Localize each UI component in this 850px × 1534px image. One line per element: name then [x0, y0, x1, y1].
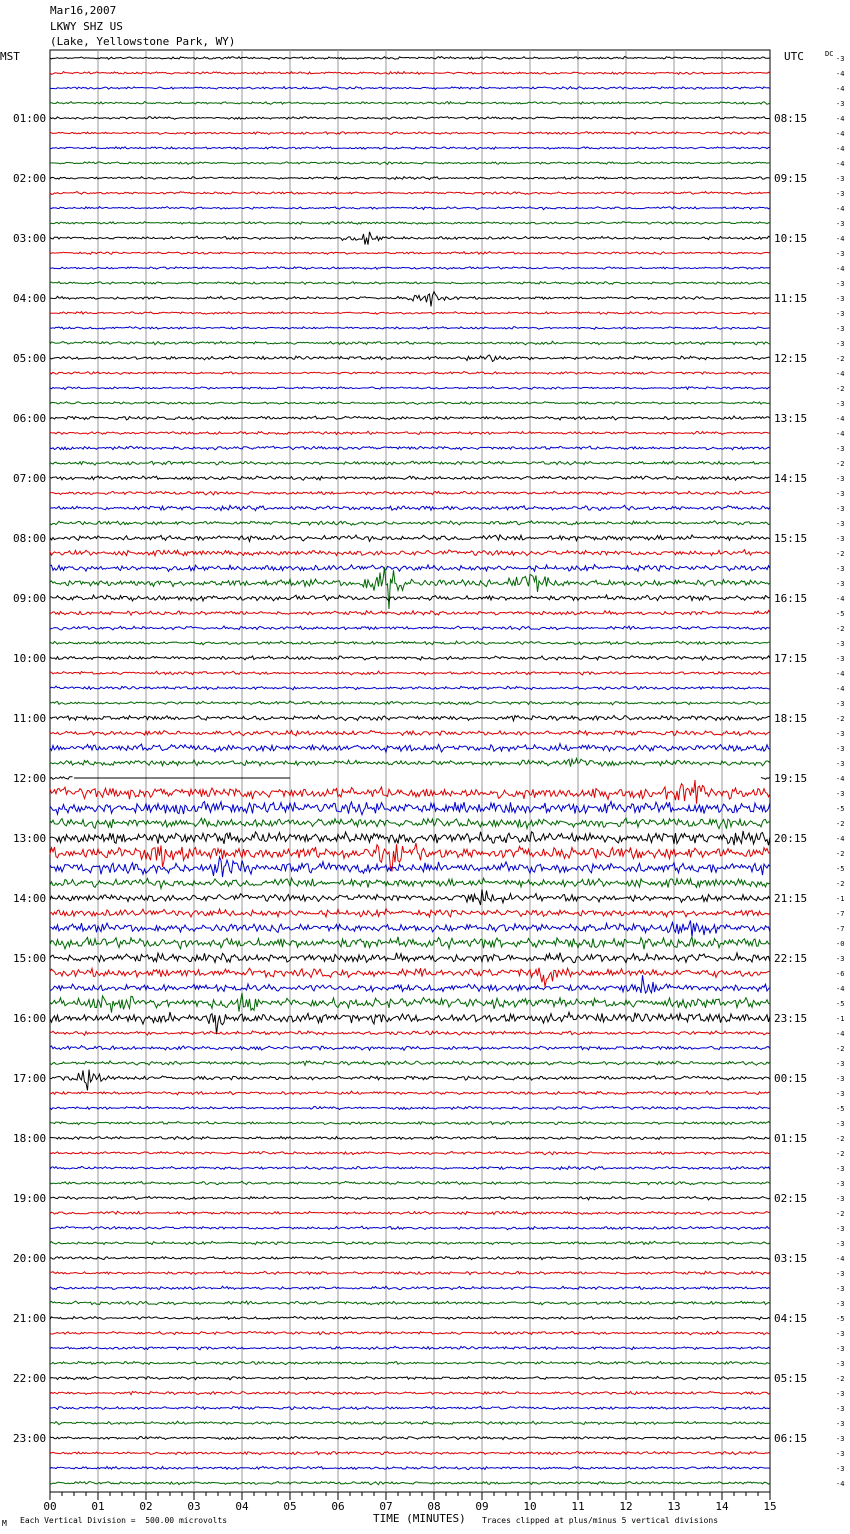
utc-hour-label: 23:15	[774, 1012, 808, 1025]
trace-line	[50, 132, 770, 135]
x-tick-label: 04	[235, 1500, 249, 1513]
dc-offset-label: -0	[836, 940, 845, 948]
dc-offset-label: -3	[836, 295, 845, 303]
mst-hour-label: 19:00	[13, 1192, 47, 1205]
dc-offset-label: -3	[836, 175, 845, 183]
dc-offset-label: -5	[836, 1105, 845, 1113]
trace-line	[50, 57, 770, 60]
dc-offset-label: -4	[836, 1030, 845, 1038]
trace-line	[50, 1392, 770, 1395]
trace-line	[50, 1091, 770, 1095]
trace-line	[50, 402, 770, 405]
dc-offset-label: -3	[836, 190, 845, 198]
trace-line	[50, 521, 770, 526]
trace-line	[50, 341, 770, 345]
utc-hour-label: 17:15	[774, 652, 808, 665]
trace-line	[50, 117, 770, 120]
dc-offset-label: -2	[836, 850, 845, 858]
utc-hour-label: 16:15	[774, 592, 808, 605]
trace-line	[50, 1256, 770, 1259]
dc-offset-label: -3	[836, 100, 845, 108]
dc-offset-label: -3	[836, 250, 845, 258]
trace-line	[50, 416, 770, 420]
dc-offset-label: -2	[836, 880, 845, 888]
trace-line	[50, 1106, 770, 1109]
trace-line	[50, 147, 770, 150]
dc-offset-label: -3	[836, 400, 845, 408]
trace-line	[50, 889, 770, 905]
dc-offset-label: -4	[836, 160, 845, 168]
mst-hour-label: 18:00	[13, 1132, 47, 1145]
dc-offset-label: -3	[836, 580, 845, 588]
x-tick-label: 03	[187, 1500, 201, 1513]
dc-offset-label: -7	[836, 910, 845, 918]
trace-line	[50, 968, 770, 987]
trace-line	[50, 1226, 770, 1230]
x-axis-title: TIME (MINUTES)	[373, 1512, 466, 1525]
dc-offset-label: -3	[836, 565, 845, 573]
trace-line	[50, 744, 770, 753]
trace-line	[50, 1121, 770, 1124]
trace-line	[50, 1421, 770, 1424]
trace-line	[50, 1012, 770, 1034]
dc-offset-label: -3	[836, 1240, 845, 1248]
mst-hour-label: 08:00	[13, 532, 47, 545]
trace-line	[50, 252, 770, 255]
trace-line	[50, 565, 770, 572]
trace-line	[50, 1070, 770, 1091]
station-location: (Lake, Yellowstone Park, WY)	[50, 35, 236, 48]
trace-line	[50, 671, 770, 675]
mst-hour-label: 12:00	[13, 772, 47, 785]
trace-line	[50, 937, 770, 950]
utc-hour-label: 11:15	[774, 292, 808, 305]
trace-line	[50, 975, 770, 993]
dc-offset-label: -3	[836, 730, 845, 738]
trace-line	[50, 818, 770, 829]
utc-hour-label: 05:15	[774, 1372, 808, 1385]
trace-line	[50, 656, 770, 661]
x-tick-label: 01	[91, 1500, 105, 1513]
trace-line	[50, 641, 770, 645]
dc-offset-label: -4	[836, 1480, 845, 1488]
corner-mark: M	[2, 1519, 7, 1528]
trace-line	[50, 282, 770, 285]
trace-line	[50, 102, 770, 105]
dc-offset-label: -3	[836, 310, 845, 318]
trace-line	[50, 1031, 770, 1035]
x-tick-label: 15	[763, 1500, 777, 1513]
trace-line	[50, 1482, 770, 1485]
trace-line	[50, 1331, 770, 1335]
utc-hour-label: 20:15	[774, 832, 808, 845]
trace-line	[50, 1136, 770, 1139]
trace-line	[50, 1286, 770, 1289]
dc-offset-label: -3	[836, 1345, 845, 1353]
dc-offset-label: -3	[836, 1165, 845, 1173]
trace-line	[50, 461, 770, 465]
dc-offset-label: -5	[836, 610, 845, 618]
dc-offset-label: -4	[836, 235, 845, 243]
trace-line	[50, 292, 770, 307]
trace-line	[50, 1406, 770, 1409]
dc-offset-label: -2	[836, 550, 845, 558]
x-tick-label: 08	[427, 1500, 441, 1513]
mst-hour-label: 17:00	[13, 1072, 47, 1085]
utc-hour-label: 10:15	[774, 232, 808, 245]
dc-offset-label: -3	[836, 1420, 845, 1428]
mst-hour-label: 16:00	[13, 1012, 47, 1025]
dc-offset-label: -2	[836, 1375, 845, 1383]
utc-hour-label: 02:15	[774, 1192, 808, 1205]
trace-line	[50, 431, 770, 434]
dc-offset-label: -3	[836, 325, 845, 333]
mst-hour-label: 01:00	[13, 112, 47, 125]
mst-hour-label: 13:00	[13, 832, 47, 845]
mst-hour-label: 06:00	[13, 412, 47, 425]
dc-offset-label: -4	[836, 1255, 845, 1263]
utc-hour-label: 15:15	[774, 532, 808, 545]
trace-line	[50, 909, 770, 917]
x-tick-label: 05	[283, 1500, 297, 1513]
utc-hour-label: 09:15	[774, 172, 808, 185]
trace-line	[50, 1046, 770, 1051]
trace-line	[50, 387, 770, 390]
trace-line	[50, 1316, 770, 1319]
dc-offset-label: -3	[836, 700, 845, 708]
trace-line	[50, 177, 770, 180]
trace-line	[50, 758, 770, 766]
mst-hour-label: 22:00	[13, 1372, 47, 1385]
trace-line	[50, 626, 770, 630]
mst-hour-label: 04:00	[13, 292, 47, 305]
station-code: LKWY SHZ US	[50, 20, 123, 33]
trace-line	[50, 701, 770, 705]
trace-line	[50, 780, 770, 804]
mst-axis-label: MST	[0, 50, 20, 63]
trace-line	[50, 1196, 770, 1200]
trace-line	[50, 993, 770, 1013]
trace-line	[50, 1241, 770, 1244]
trace-line	[50, 1166, 770, 1169]
dc-offset-label: -4	[836, 415, 845, 423]
dc-offset-label: -4	[836, 775, 845, 783]
dc-offset-label: -2	[836, 625, 845, 633]
dc-offset-label: -3	[836, 535, 845, 543]
dc-offset-label: -3	[836, 1405, 845, 1413]
dc-offset-label: -3	[836, 1390, 845, 1398]
dc-offset-label: -3	[836, 490, 845, 498]
trace-line	[50, 878, 770, 888]
mst-hour-label: 14:00	[13, 892, 47, 905]
dc-offset-label: -3	[836, 1090, 845, 1098]
trace-line	[50, 777, 73, 780]
trace-line	[50, 1061, 770, 1065]
dc-offset-label: -2	[836, 715, 845, 723]
x-tick-label: 13	[667, 1500, 681, 1513]
utc-hour-label: 03:15	[774, 1252, 808, 1265]
mst-hour-label: 03:00	[13, 232, 47, 245]
trace-line	[50, 595, 770, 601]
trace-line	[50, 1346, 770, 1350]
dc-offset-label: -3	[836, 340, 845, 348]
utc-hour-label: 06:15	[774, 1432, 808, 1445]
trace-line	[50, 550, 770, 556]
dc-offset-label: -3	[836, 1225, 845, 1233]
mst-hour-label: 07:00	[13, 472, 47, 485]
dc-offset-label: -3	[836, 1060, 845, 1068]
trace-line	[50, 953, 770, 963]
scale-note: Each Vertical Division = 500.00 microvolts	[20, 1516, 228, 1525]
utc-hour-label: 14:15	[774, 472, 808, 485]
x-tick-label: 07	[379, 1500, 393, 1513]
trace-line	[50, 1376, 770, 1379]
trace-line	[50, 1436, 770, 1439]
dc-offset-label: -3	[836, 655, 845, 663]
x-tick-label: 12	[619, 1500, 633, 1513]
trace-line	[50, 1152, 770, 1155]
utc-hour-label: 04:15	[774, 1312, 808, 1325]
dc-offset-label: -4	[836, 115, 845, 123]
trace-line	[50, 355, 770, 361]
dc-offset-label: -3	[836, 1195, 845, 1203]
trace-line	[50, 267, 770, 270]
dc-offset-label: -3	[836, 790, 845, 798]
mst-hour-label: 20:00	[13, 1252, 47, 1265]
utc-hour-label: 19:15	[774, 772, 808, 785]
dc-offset-label: -4	[836, 670, 845, 678]
trace-line	[50, 686, 770, 690]
dc-offset-label: -2	[836, 460, 845, 468]
trace-line	[50, 802, 770, 815]
utc-hour-label: 08:15	[774, 112, 808, 125]
mst-hour-label: 10:00	[13, 652, 47, 665]
trace-line	[50, 1301, 770, 1305]
trace-line	[50, 327, 770, 330]
dc-offset-label: -5	[836, 865, 845, 873]
trace-layer	[50, 57, 770, 1485]
dc-offset-label: -3	[836, 1180, 845, 1188]
dc-offset-label: -3	[836, 1120, 845, 1128]
dc-offset-label: -7	[836, 925, 845, 933]
dc-offset-label: -4	[836, 985, 845, 993]
trace-line	[50, 505, 770, 510]
trace-line	[50, 476, 770, 480]
dc-offset-label: -3	[836, 1300, 845, 1308]
trace-line	[50, 1211, 770, 1214]
dc-offset-label: -5	[836, 1315, 845, 1323]
utc-hour-label: 18:15	[774, 712, 808, 725]
dc-offset-label: -2	[836, 1045, 845, 1053]
x-tick-label: 06	[331, 1500, 345, 1513]
trace-line	[50, 232, 770, 245]
trace-line	[50, 446, 770, 450]
trace-line	[50, 87, 770, 90]
trace-line	[50, 162, 770, 165]
dc-offset-label: -3	[836, 505, 845, 513]
utc-hour-label: 21:15	[774, 892, 808, 905]
trace-line	[50, 222, 770, 225]
mst-hour-label: 23:00	[13, 1432, 47, 1445]
dc-offset-label: -3	[836, 445, 845, 453]
dc-header-label: DC	[825, 50, 834, 58]
x-tick-label: 09	[475, 1500, 489, 1513]
dc-offset-label: -2	[836, 355, 845, 363]
trace-line	[50, 857, 770, 877]
dc-offset-label: -3	[836, 760, 845, 768]
dc-offset-label: -3	[836, 520, 845, 528]
dc-offset-label: -3	[836, 640, 845, 648]
plot-date: Mar16,2007	[50, 4, 117, 17]
dc-offset-label: -2	[836, 1210, 845, 1218]
trace-line	[50, 1181, 770, 1185]
dc-offset-label: -1	[836, 1015, 845, 1023]
trace-line	[50, 491, 770, 495]
dc-offset-label: -4	[836, 430, 845, 438]
dc-offset-label: -3	[836, 1075, 845, 1083]
trace-line	[50, 567, 770, 609]
clip-note: Traces clipped at plus/minus 5 vertical divisions	[482, 1516, 719, 1525]
dc-offset-label: -4	[836, 835, 845, 843]
trace-line	[50, 192, 770, 195]
dc-offset-label: -3	[836, 1450, 845, 1458]
dc-offset-label: -4	[836, 370, 845, 378]
dc-offset-label: -3	[836, 745, 845, 753]
utc-hour-label: 00:15	[774, 1072, 808, 1085]
trace-line	[50, 1452, 770, 1455]
mst-hour-label: 15:00	[13, 952, 47, 965]
dc-offset-label: -1	[836, 895, 845, 903]
dc-offset-label: -3	[836, 1360, 845, 1368]
dc-offset-label: -4	[836, 130, 845, 138]
dc-offset-label: -3	[836, 1285, 845, 1293]
dc-offset-label: -3	[836, 1435, 845, 1443]
trace-line	[50, 731, 770, 736]
mst-hour-label: 21:00	[13, 1312, 47, 1325]
trace-line	[50, 715, 770, 720]
dc-offset-label: -3	[836, 55, 845, 63]
dc-offset-label: -4	[836, 685, 845, 693]
dc-offset-label: -3	[836, 1270, 845, 1278]
mst-hour-label: 09:00	[13, 592, 47, 605]
x-tick-label: 14	[715, 1500, 729, 1513]
dc-offset-label: -3	[836, 1330, 845, 1338]
dc-offset-label: -4	[836, 265, 845, 273]
utc-hour-label: 13:15	[774, 412, 808, 425]
dc-offset-label: -5	[836, 805, 845, 813]
dc-offset-label: -3	[836, 280, 845, 288]
dc-offset-label: -3	[836, 955, 845, 963]
trace-line	[50, 1466, 770, 1469]
utc-hour-label: 12:15	[774, 352, 808, 365]
mst-hour-label: 02:00	[13, 172, 47, 185]
utc-axis-label: UTC	[784, 50, 804, 63]
dc-offset-label: -2	[836, 820, 845, 828]
trace-line	[50, 1271, 770, 1274]
x-tick-label: 00	[43, 1500, 57, 1513]
trace-line	[761, 777, 770, 779]
mst-hour-label: 11:00	[13, 712, 47, 725]
x-tick-label: 11	[571, 1500, 585, 1513]
plot-frame	[50, 50, 770, 1492]
trace-line	[50, 611, 770, 616]
mst-hour-label: 05:00	[13, 352, 47, 365]
label-layer	[0, 50, 844, 1513]
dc-offset-label: -3	[836, 220, 845, 228]
dc-offset-label: -2	[836, 1150, 845, 1158]
dc-offset-label: -4	[836, 85, 845, 93]
dc-offset-label: -4	[836, 595, 845, 603]
utc-hour-label: 22:15	[774, 952, 808, 965]
trace-line	[50, 1361, 770, 1364]
dc-offset-label: -3	[836, 1465, 845, 1473]
dc-offset-label: -2	[836, 1135, 845, 1143]
utc-hour-label: 01:15	[774, 1132, 808, 1145]
dc-offset-label: -4	[836, 70, 845, 78]
dc-offset-label: -2	[836, 385, 845, 393]
trace-line	[50, 372, 770, 375]
x-tick-label: 02	[139, 1500, 153, 1513]
dc-offset-label: -6	[836, 970, 845, 978]
dc-offset-label: -4	[836, 145, 845, 153]
trace-line	[50, 921, 770, 938]
trace-line	[50, 831, 770, 845]
trace-line	[50, 535, 770, 542]
dc-offset-label: -4	[836, 205, 845, 213]
dc-offset-label: -5	[836, 1000, 845, 1008]
dc-offset-label: -3	[836, 475, 845, 483]
x-tick-label: 10	[523, 1500, 537, 1513]
trace-line	[50, 72, 770, 75]
trace-line	[50, 312, 770, 315]
trace-line	[50, 207, 770, 210]
